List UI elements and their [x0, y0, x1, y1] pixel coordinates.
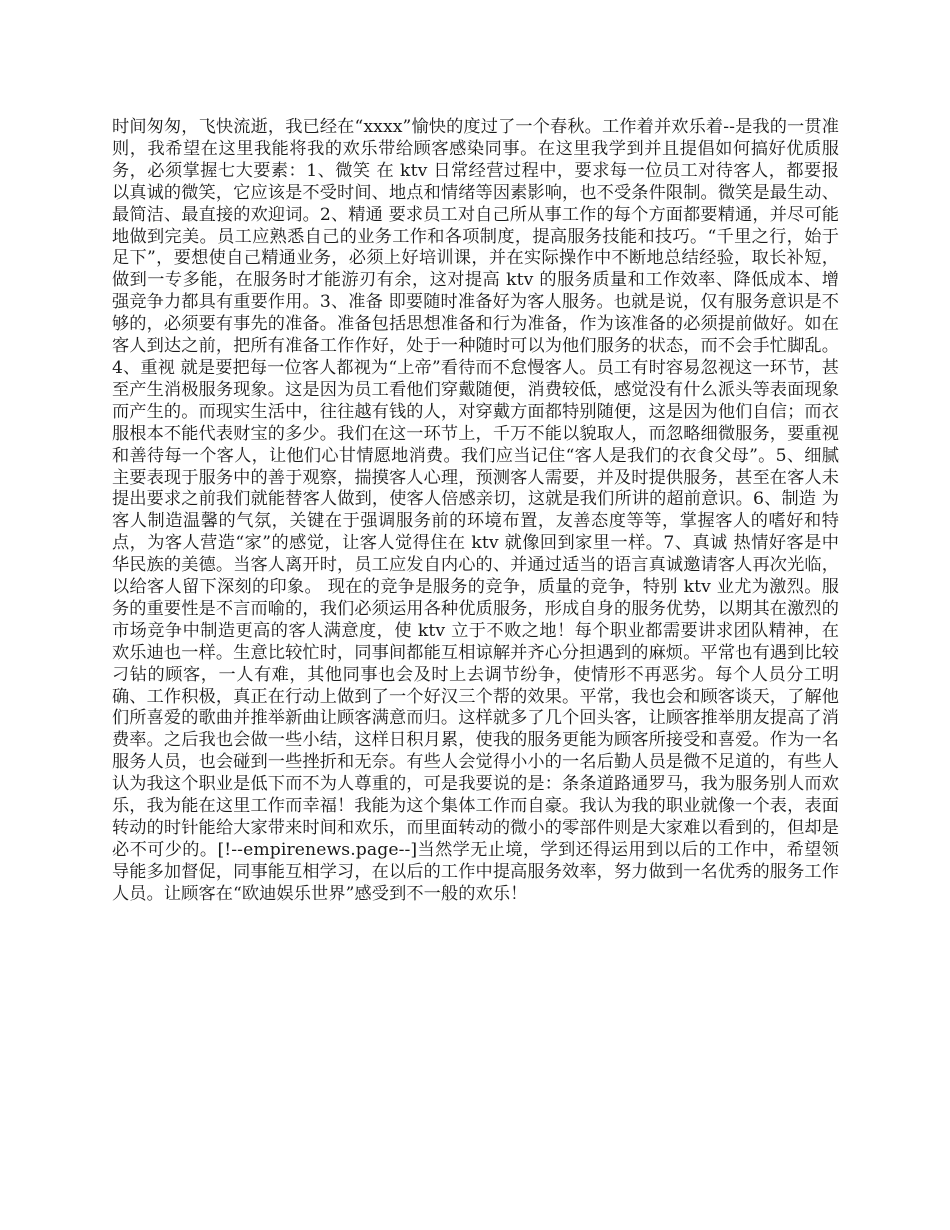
- body-paragraph: 时间匆匆，飞快流逝，我已经在“xxxx”愉快的度过了一个春秋。工作着并欢乐着--是我的一贯准则，我希望在这里我能将我的欢乐带给顾客感染同事。在这里我学到并且提倡如何搞好优质服务，必须掌握七大要素：1、微笑 在 ktv 日常经营过程中，要求每一位员工对待客人，都要报以真诚的微笑，它应该是不受时间、地点和情绪等因素影响，也不受条件限制。微笑是最生动、最简洁、最直接的欢迎词。2、精通 要求员工对自己所从事工作的每个方面都要精通，并尽可能地做到完美。员工应熟悉自己的业务工作和各项制度，提高服务技能和技巧。“千里之行，始于足下”，要想使自己精通业务，必须上好培训课，并在实际操作中不断地总结经验，取长补短，做到一专多能，在服务时才能游刃有余，这对提高 ktv 的服务质量和工作效率、降低成本、增强竞争力都具有重要作用。3、准备 即要随时准备好为客人服务。也就是说，仅有服务意识是不够的，必须要有事先的准备。准备包括思想准备和行为准备，作为该准备的必须提前做好。如在客人到达之前，把所有准备工作作好，处于一种随时可以为他们服务的状态，而不会手忙脚乱。4、重视 就是要把每一位客人都视为“上帝”看待而不怠慢客人。员工有时容易忽视这一环节，甚至产生消极服务现象。这是因为员工看他们穿戴随便，消费较低，感觉没有什么派头等表面现象而产生的。而现实生活中，往往越有钱的人，对穿戴方面都特别随便，这是因为他们自信；而衣服根本不能代表财宝的多少。我们在这一环节上，千万不能以貌取人，而忽略细微服务，要重视和善待每一个客人，让他们心甘情愿地消费。我们应当记住“客人是我们的衣食父母”。5、细腻 主要表现于服务中的善于观察，揣摸客人心理，预测客人需要，并及时提供服务，甚至在客人未提出要求之前我们就能替客人做到，使客人倍感亲切，这就是我们所讲的超前意识。6、制造 为客人制造温馨的气氛，关键在于强调服务前的环境布置，友善态度等等，掌握客人的嗜好和特点，为客人营造“家”的感觉，让客人觉得住在 ktv 就像回到家里一样。7、真诚 热情好客是中华民族的美德。当客人离开时，员工应发自内心的、并通过适当的语言真诚邀请客人再次光临，以给客人留下深刻的印象。 现在的竞争是服务的竞争，质量的竞争，特别 ktv 业尤为激烈。服务的重要性是不言而喻的，我们必须运用各种优质服务，形成自身的服务优势，以期其在激烈的市场竞争中制造更高的客人满意度，使 ktv 立于不败之地！每个职业都需要讲求团队精神，在欢乐迪也一样。生意比较忙时，同事间都能互相谅解并齐心分担遇到的麻烦。平常也有遇到比较刁钻的顾客，一人有难，其他同事也会及时上去调节纷争，使情形不再恶劣。每个人员分工明确、工作积极，真正在行动上做到了一个好汉三个帮的效果。平常，我也会和顾客谈天，了解他们所喜爱的歌曲并推举新曲让顾客满意而归。这样就多了几个回头客，让顾客推举朋友提高了消费率。之后我也会做一些小结，这样日积月累，使我的服务更能为顾客所接受和喜爱。作为一名服务人员，也会碰到一些挫折和无奈。有些人会觉得小小的一名后勤人员是微不足道的，有些人认为我这个职业是低下而不为人尊重的，可是我要说的是：条条道路通罗马，我为服务别人而欢乐，我为能在这里工作而幸福！我能为这个集体工作而自豪。我认为我的职业就像一个表，表面转动的时针能给大家带来时间和欢乐，而里面转动的微小的零部件则是大家难以看到的，但却是必不可少的。[!--empirenews.page--]当然学无止境，学到还得运用到以后的工作中，希望领导能多加督促，同事能互相学习，在以后的工作中提高服务效率，努力做到一名优秀的服务工作人员。让顾客在“欧迪娱乐世界”感受到不一般的欢乐！: [112, 117, 839, 904]
